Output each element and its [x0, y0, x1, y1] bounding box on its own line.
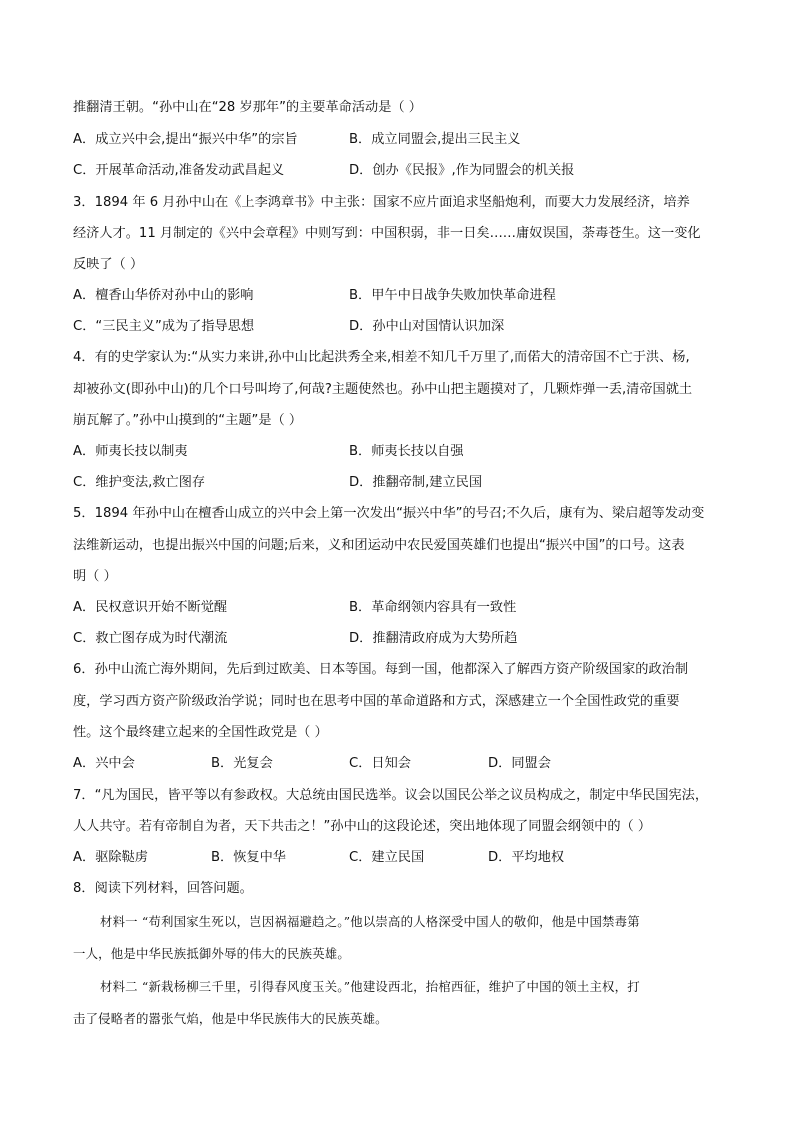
q7-option-d: D．平均地权 [488, 850, 565, 865]
q7-stem-line-2: 人人共守。若有帝制自为者，天下共击之！”孙中山的这段论述，突出地体现了同盟会纲领中的（ ） [73, 819, 652, 834]
q7-option-b: B．恢复中华 [211, 850, 286, 865]
q3-option-c: C．“三民主义”成为了指导思想 [73, 319, 255, 334]
q4-option-a: A．师夷长技以制夷 [73, 444, 188, 459]
q4-stem-line-1: 4．有的史学家认为:“从实力来讲,孙中山比起洪秀全来,相差不知几千万里了,而偌大的清帝国不亡于洪、杨, [73, 350, 690, 365]
q3-stem-line-1: 3．1894 年 6 月孙中山在《上李鸿章书》中主张：国家不应片面追求坚船炮利，而要大力发展经济，培养 [73, 195, 690, 210]
material-1-line-2: 一人，他是中华民族抵御外辱的伟大的民族英雄。 [73, 946, 350, 961]
q2-stem-tail: 推翻清王朝。“孙中山在“28 岁那年”的主要革命活动是（ ） [73, 100, 422, 115]
q6-option-a: A．兴中会 [73, 756, 135, 771]
q4-stem-line-2: 却被孙文(即孙中山)的几个口号叫垮了,何哉?主题使然也。孙中山把主题摸对了，几颗炸弹一丢,清帝国就土 [73, 382, 693, 397]
q2-option-a: A．成立兴中会,提出“振兴中华”的宗旨 [73, 132, 298, 147]
q3-option-d: D．孙中山对国情认识加深 [349, 319, 505, 334]
q3-option-a: A．檀香山华侨对孙中山的影响 [73, 288, 254, 303]
material-2-line-2: 击了侵略者的嚣张气焰，他是中华民族伟大的民族英雄。 [73, 1011, 388, 1026]
q2-option-b: B．成立同盟会,提出三民主义 [349, 132, 521, 147]
q5-option-d: D．推翻清政府成为大势所趋 [349, 631, 518, 646]
q7-option-c: C．建立民国 [349, 850, 425, 865]
q3-stem-line-3: 反映了（ ） [73, 257, 144, 272]
q3-stem-line-2: 经济人才。11 月制定的《兴中会章程》中则写到：中国积弱，非一日矣……庸奴误国，荼毒苍生。这一变化 [73, 226, 701, 241]
q4-option-c: C．维护变法,救亡图存 [73, 475, 206, 490]
q7-stem-line-1: 7．“凡为国民，皆平等以有参政权。大总统由国民选举。议会以国民公举之议员构成之，制定中华民国宪法， [73, 788, 709, 803]
q6-option-b: B．光复会 [211, 756, 273, 771]
q5-stem-line-1: 5．1894 年孙中山在檀香山成立的兴中会上第一次发出“振兴中华”的号召;不久后，康有为、梁启超等发动变 [73, 506, 705, 521]
q6-stem-line-3: 性。这个最终建立起来的全国性政党是（ ） [73, 725, 328, 740]
q6-option-c: C．日知会 [349, 756, 411, 771]
q4-option-b: B．师夷长技以自强 [349, 444, 464, 459]
q5-option-a: A．民权意识开始不断觉醒 [73, 600, 228, 615]
q7-option-a: A．驱除鞑虏 [73, 850, 148, 865]
q5-option-c: C．救亡图存成为时代潮流 [73, 631, 228, 646]
q8-stem: 8．阅读下列材料，回答问题。 [73, 881, 253, 896]
q3-option-b: B．甲午中日战争失败加快革命进程 [349, 288, 556, 303]
q4-stem-line-3: 崩瓦解了。”孙中山摸到的“主题”是（ ） [73, 413, 303, 428]
q5-stem-line-2: 法维新运动，也提出振兴中国的问题;后来，义和团运动中农民爱国英雄们也提出“振兴中国”的口号。这表 [73, 538, 685, 553]
q2-option-d: D．创办《民报》,作为同盟会的机关报 [349, 163, 575, 178]
q5-option-b: B．革命纲领内容具有一致性 [349, 600, 517, 615]
q4-option-d: D．推翻帝制,建立民国 [349, 475, 483, 490]
q2-option-c: C．开展革命活动,准备发动武昌起义 [73, 163, 285, 178]
q5-stem-line-3: 明（ ） [73, 569, 117, 584]
q6-option-d: D．同盟会 [488, 756, 551, 771]
q6-stem-line-1: 6．孙中山流亡海外期间，先后到过欧美、日本等国。每到一国，他都深入了解西方资产阶级国家的政治制 [73, 662, 689, 677]
q6-stem-line-2: 度，学习西方资产阶级政治学说；同时也在思考中国的革命道路和方式，深感建立一个全国性政党的重要 [73, 694, 680, 709]
material-2-line-1: 材料二 “新栽杨柳三千里，引得春风度玉关。”他建设西北，抬棺西征，维护了中国的领土主权，打 [100, 979, 640, 994]
material-1-line-1: 材料一 “苟利国家生死以，岂因祸福避趋之。”他以崇高的人格深受中国人的敬仰，他是中国禁毒第 [100, 914, 640, 929]
